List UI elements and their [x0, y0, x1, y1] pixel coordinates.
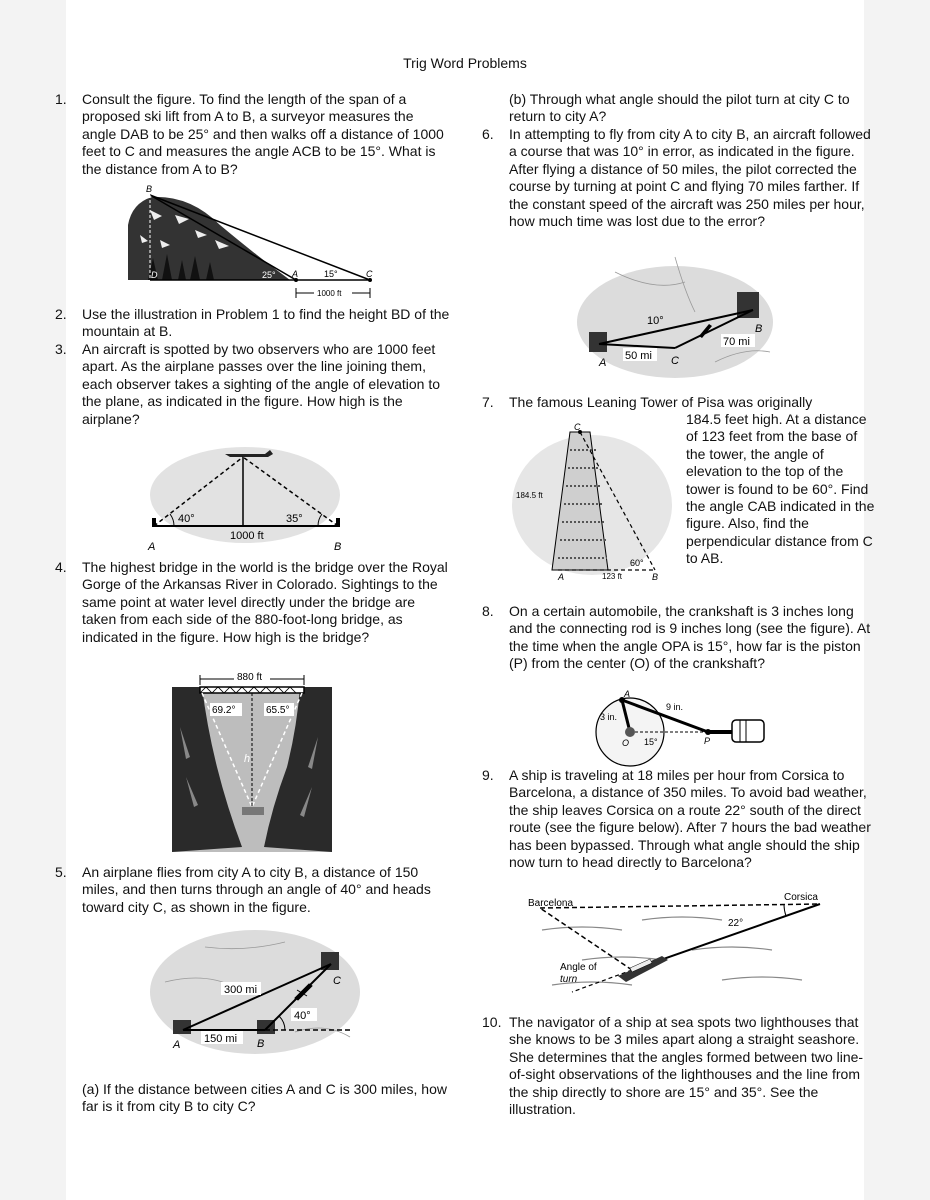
problem-text: (a) If the distance between cities A and C is 300 miles, how far is it from city B to city C? — [82, 1081, 447, 1115]
center-o — [625, 727, 635, 737]
label-b: B — [334, 541, 342, 553]
distance-150mi: 150 mi — [204, 1033, 238, 1045]
angle-arc-22 — [784, 905, 786, 916]
span-880ft: 880 ft — [237, 672, 263, 683]
problem-number: 10. — [482, 1014, 502, 1030]
angle-60: 60° — [630, 558, 644, 568]
label-corsica: Corsica — [784, 892, 818, 903]
problem-text: An aircraft is spotted by two observers who are 1000 feet apart. As the airplane passes over the line joining them, each observer takes a sighting of the angle of elevation to the plane, as indicated in the figure. How high is the airplane? — [82, 341, 441, 427]
ship-route-figure — [522, 890, 832, 1005]
flight-abc-figure — [145, 922, 360, 1057]
problem-text: The navigator of a ship at sea spots two lighthouses that she knows to be 3 miles apart along a straight seashore. She determines that the angles formed between two line-of-sight observations of the lighthouses and the line from the ship directly to shore are 15° and 35°. See the illustration. — [509, 1014, 864, 1118]
bridge-deck — [200, 687, 304, 693]
problem-text: In attempting to fly from city A to city B, an aircraft followed a course that was 10° in error, as indicated in the figure. After flying a distance of 50 miles, the pilot corrected the course by turning at point C and flying 70 miles farther. If the constant speed of the aircraft was 250 miles per hour, how much time was lost due to the error? — [509, 126, 871, 230]
rod-9in: 9 in. — [666, 702, 684, 712]
problem-number: 2. — [55, 306, 67, 322]
problem-number: 4. — [55, 559, 67, 575]
label-a: A — [148, 541, 156, 553]
angle-25: 25° — [262, 270, 276, 280]
problem-number: 3. — [55, 341, 67, 357]
label-c: C — [366, 269, 373, 279]
problem-5a — [82, 1081, 450, 1116]
distance-123ft: 123 ft — [602, 572, 623, 581]
problem-lead: The famous Leaning Tower of Pisa was originally — [509, 394, 813, 410]
label-a: A — [599, 357, 607, 369]
direct-route — [540, 904, 820, 908]
label-a: A — [558, 572, 565, 582]
problem-number: 6. — [482, 126, 494, 142]
distance-70mi: 70 mi — [723, 336, 750, 348]
label-h: h — [244, 753, 251, 765]
crank-3in: 3 in. — [600, 712, 618, 722]
water — [242, 807, 264, 815]
angle-65-5: 65.5° — [266, 705, 290, 716]
leaning-tower-figure — [512, 420, 682, 582]
turn-route — [540, 908, 632, 970]
angle-15: 15° — [644, 737, 658, 747]
distance-50mi: 50 mi — [625, 350, 652, 362]
crankshaft-figure — [590, 688, 770, 768]
problem-5b — [509, 91, 879, 126]
problem-number: 9. — [482, 767, 494, 783]
height-184-5ft: 184.5 ft — [516, 491, 543, 500]
problem-number: 5. — [55, 864, 67, 880]
observer-a — [152, 518, 156, 527]
label-b: B — [755, 323, 763, 335]
royal-gorge-figure — [172, 667, 332, 852]
sky-cloud — [150, 447, 340, 543]
label-o: O — [622, 738, 630, 748]
piston — [732, 720, 764, 742]
label-a: A — [292, 269, 299, 279]
problem-7-text — [686, 411, 876, 568]
page-title: Trig Word Problems — [403, 55, 527, 71]
angle-22: 22° — [728, 918, 744, 929]
ski-lift-figure — [120, 185, 385, 303]
label-d: D — [151, 270, 158, 280]
angle-40: 40° — [294, 1010, 311, 1022]
problem-text: On a certain automobile, the crankshaft is 3 inches long and the connecting rod is 9 inches long (see the figure). At the time when the angle OPA is 15°, how far is the piston (P) from the center (O) of the crankshaft? — [509, 603, 871, 672]
problem-text: 184.5 feet high. At a distance of 123 feet from the base of the tower, the angle of elevation to the top of the tower is found to be 60°. Find the angle CAB indicated in the figure. Also, find the perpendicular distance from C to AB. — [686, 411, 875, 567]
airplane-elevation-figure — [140, 440, 355, 555]
problem-text: The highest bridge in the world is the bridge over the Royal Gorge of the Arkansas River in Colorado. Sightings to the same point at water level directly under the bridge are taken from each side of the 880-foot-long bridge, as indicated in the figure. How high is the bridge? — [82, 559, 448, 645]
label-b: B — [257, 1038, 265, 1050]
problem-text: An airplane flies from city A to city B, a distance of 150 miles, and then turns through an angle of 40° and heads toward city C, as shown in the figure. — [82, 864, 431, 915]
label-c: C — [671, 355, 679, 367]
label-c: C — [333, 975, 341, 987]
angle-69-2: 69.2° — [212, 705, 236, 716]
extension-line — [572, 970, 632, 992]
label-b: B — [146, 185, 153, 194]
angle-10: 10° — [647, 315, 664, 327]
label-angle-of: Angle of — [560, 962, 597, 973]
label-c: C — [574, 422, 581, 432]
problem-text: Use the illustration in Problem 1 to find the height BD of the mountain at B. — [82, 306, 450, 340]
problem-text: A ship is traveling at 18 miles per hour from Corsica to Barcelona, a distance of 350 miles. To avoid bad weather, the ship leaves Corsica on a route 22° south of the direct route (see the figure below). After 7 hours the bad weather has been bypassed. Through what angle should the ship now turn to head directly to Barcelona? — [509, 767, 871, 871]
observer-b — [336, 518, 340, 527]
distance-300mi: 300 mi — [224, 984, 258, 996]
problem-text: (b) Through what angle should the pilot turn at city C to return to city A? — [509, 91, 850, 125]
distance-1000ft: 1000 ft — [317, 289, 342, 298]
problem-number: 1. — [55, 91, 67, 107]
course-error-figure — [575, 252, 775, 380]
ship-icon — [618, 956, 668, 982]
label-p: P — [704, 736, 711, 746]
problem-number: 8. — [482, 603, 494, 619]
sea-texture — [542, 917, 802, 985]
angle-40: 40° — [178, 513, 195, 525]
angle-15: 15° — [324, 269, 338, 279]
label-turn: turn — [560, 974, 578, 985]
label-barcelona: Barcelona — [528, 898, 574, 909]
distance-1000ft: 1000 ft — [230, 530, 264, 542]
problem-text: Consult the figure. To find the length of the span of a proposed ski lift from A to B, a surveyor measures the angle DAB to be 25° and then walks off a distance of 1000 feet to C and measures the angle ACB to be 15°. What is the distance from A to B? — [82, 91, 444, 177]
label-a: A — [624, 689, 631, 699]
problem-number: 7. — [482, 394, 494, 410]
label-b: B — [652, 572, 659, 582]
city-b-icon — [737, 292, 759, 318]
label-a: A — [173, 1039, 181, 1051]
angle-35: 35° — [286, 513, 303, 525]
